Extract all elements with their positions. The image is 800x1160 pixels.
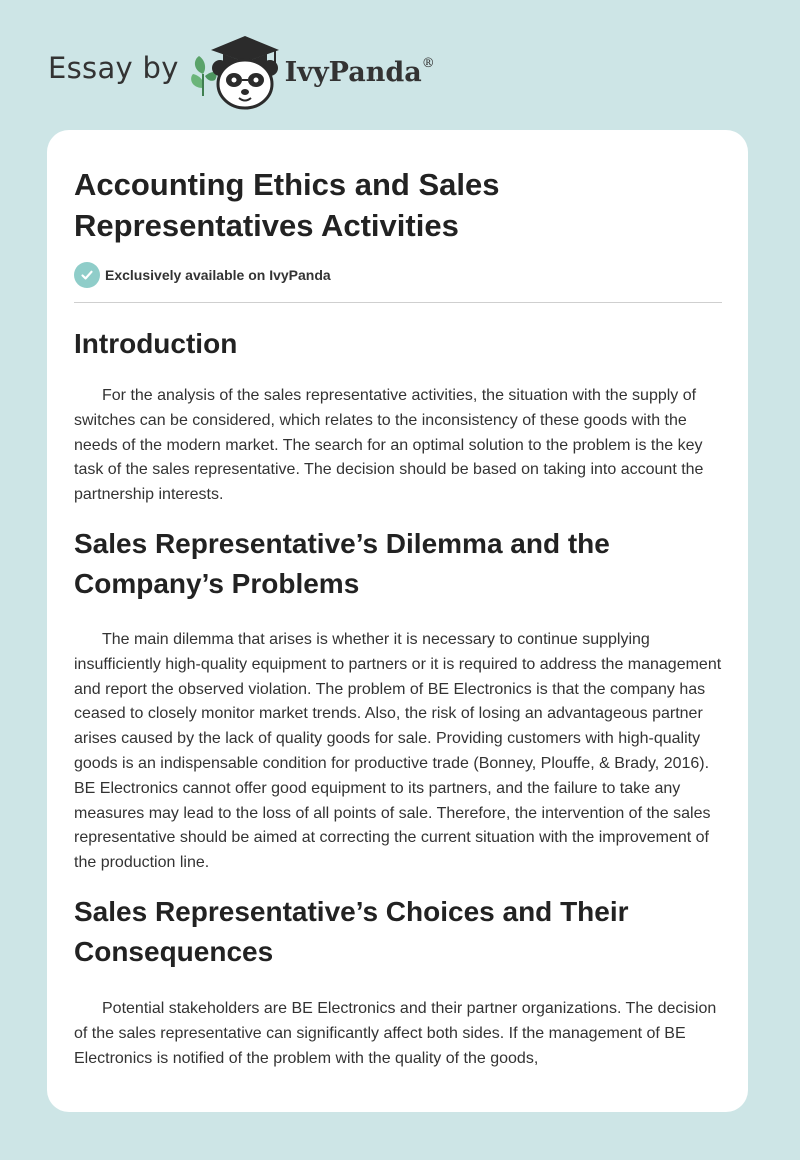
section-heading: Introduction — [74, 328, 238, 359]
page-title: Accounting Ethics and Sales Representatives Activities — [74, 167, 500, 243]
check-circle-icon — [74, 262, 100, 288]
site-header — [48, 30, 435, 110]
section-paragraph: The main dilemma that arises is whether it is necessary to continue supplying insufficiently high-quality equipment to partners or it is required to address the management and report the observed violation. The problem of BE Electronics is that the company has ceased to closely monitor market trends. Also, the risk of losing an advantageous partner arises caused by the lack of quality goods for sale. Providing customers with high-quality goods is an indispensable condition for productive trade (Bonney, Plouffe, & Brady, 2016). BE Electronics cannot offer good equipment to its partners, and the failure to take any measures may lead to the loss of all points of sale. Therefore, the intervention of the sales representative should be aimed at correcting the current situation with the improvement of the production line. — [74, 630, 722, 872]
leaf-icon — [191, 56, 216, 96]
divider — [74, 302, 722, 303]
exclusive-label: Exclusively available on IvyPanda — [105, 267, 331, 283]
brand-name[interactable]: IvyPanda® — [284, 55, 435, 88]
section-heading: Sales Representative’s Dilemma and the Company’s Problems — [74, 527, 610, 599]
article-card — [47, 130, 748, 1112]
panda-graduate-icon — [189, 30, 281, 110]
registered-mark: ® — [421, 55, 435, 71]
section-heading: Sales Representative’s Choices and Their Consequences — [74, 895, 629, 967]
section-choices — [74, 892, 722, 1071]
section-dilemma — [74, 524, 722, 876]
exclusive-badge — [74, 262, 722, 288]
section-paragraph: For the analysis of the sales representative activities, the situation with the supply of switches can be considered, which relates to the inconsistency of these goods with the needs of the modern market. The search for an optimal solution to the problem is the key task of the sales representative. The decision should be based on taking into account the partnership interests. — [74, 387, 704, 504]
essay-by-text: Essay by — [48, 51, 179, 85]
section-paragraph: Potential stakeholders are BE Electronics and their partner organizations. The decision of the sales representative can significantly affect both sides. If the management of BE Electronics is notified of the problem with the quality of the goods, — [74, 999, 717, 1067]
section-introduction — [74, 324, 722, 508]
